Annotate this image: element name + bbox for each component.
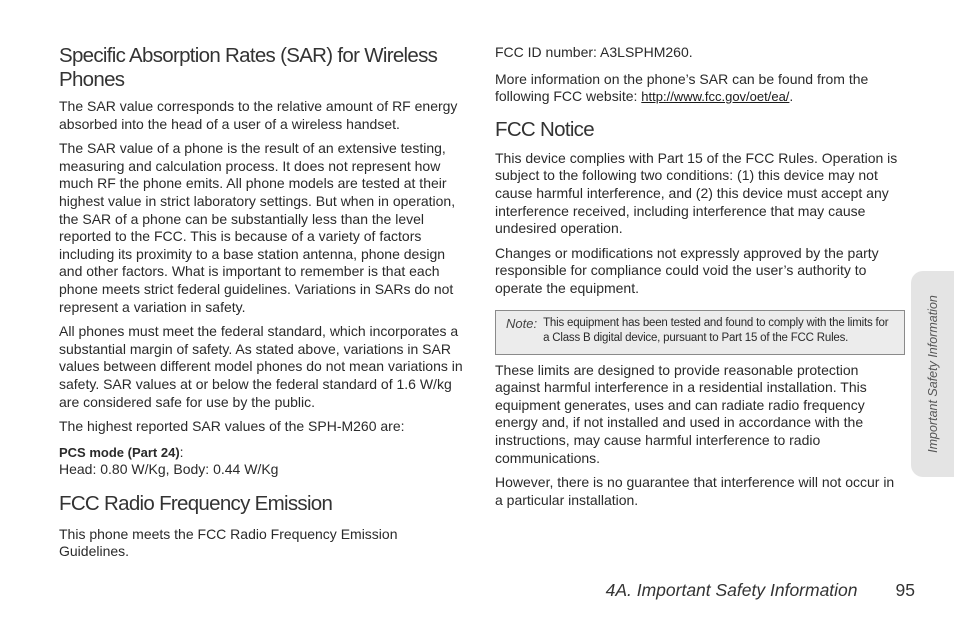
sar-heading: Specific Absorption Rates (SAR) for Wireless Phones [59,44,438,91]
sar-paragraph-3: All phones must meet the federal standard, which incorporates a substantial margin of safety. As stated above, variations in SAR values between different model phones do not mean variations in safety. SAR values at or below the federal standard of 1.6 W/kg are considered safe for use by the public. [59,323,463,410]
pcs-mode-label: PCS mode (Part 24) [59,444,180,460]
section-side-tab [911,271,954,477]
side-tab-label: Important Safety Information [925,295,940,453]
sar-paragraph-4: The highest reported SAR values of the SPH-M260 are: [59,418,405,435]
pcs-mode-colon: : [179,443,184,460]
fcc-notice-paragraph-1: This device complies with Part 15 of the FCC Rules. Operation is subject to the following two conditions: (1) this device may not cause harmful interference, and (2) this device must accept any interference received, including interference that may cause undesired operation. [495,149,898,237]
rf-emission-heading: FCC Radio Frequency Emission [59,491,333,515]
fcc-notice-paragraph-3: These limits are designed to provide reasonable protection against harmful interference in a residential installation. This equipment generates, uses and can radiate radio frequency energy and, if not installed and used in accordance with the instructions, may cause harmful interference to radio communications. [495,361,867,466]
note-text: This equipment has been tested and found to comply with the limits for a Class B digital device, pursuant to Part 15 of the FCC Rules. [543,316,889,345]
left-column [59,44,471,561]
note-label: Note: [506,315,538,331]
page-footer [606,580,915,601]
fcc-notice-heading: FCC Notice [495,117,594,141]
note-box [495,310,905,355]
fcc-website-link[interactable]: http://www.fcc.gov/oet/ea/ [641,89,790,105]
fcc-notice-paragraph-4: However, there is no guarantee that interference will not occur in a particular installation. [495,474,895,508]
fcc-notice-paragraph-2: Changes or modifications not expressly approved by the party responsible for compliance could void the user’s authority to operate the equipment. [495,244,879,296]
sar-paragraph-1: The SAR value corresponds to the relative amount of RF energy absorbed into the head of a user of a wireless handset. [59,98,458,132]
sar-paragraph-2: The SAR value of a phone is the result of an extensive testing, measuring and calculation process. It does not represent how much RF the phone emits. All phone models are tested at their highest value in strict laboratory settings. But when in operation, the SAR of a phone can be substantially less than the level reported to the FCC. This is because of a variety of factors including its proximity to a base station antenna, phone design and other factors. What is important to remember is that each phone meets strict federal guidelines. Variations in SARs do not represent a variation in safety. [59,140,456,315]
more-info-paragraph [495,71,905,106]
rf-emission-text: This phone meets the FCC Radio Frequency Emission Guidelines. [59,525,398,560]
more-info-prefix: More information on the phone’s SAR can be found from the following FCC website: [495,70,869,105]
fcc-id: FCC ID number: A3LSPHM260. [495,44,693,60]
pcs-mode-values: Head: 0.80 W/Kg, Body: 0.44 W/Kg [59,460,279,477]
page-number: 95 [895,580,915,600]
pcs-mode-block [59,444,471,478]
right-column [495,44,905,509]
footer-section-title: 4A. Important Safety Information [605,580,858,600]
more-info-suffix: . [789,88,794,105]
